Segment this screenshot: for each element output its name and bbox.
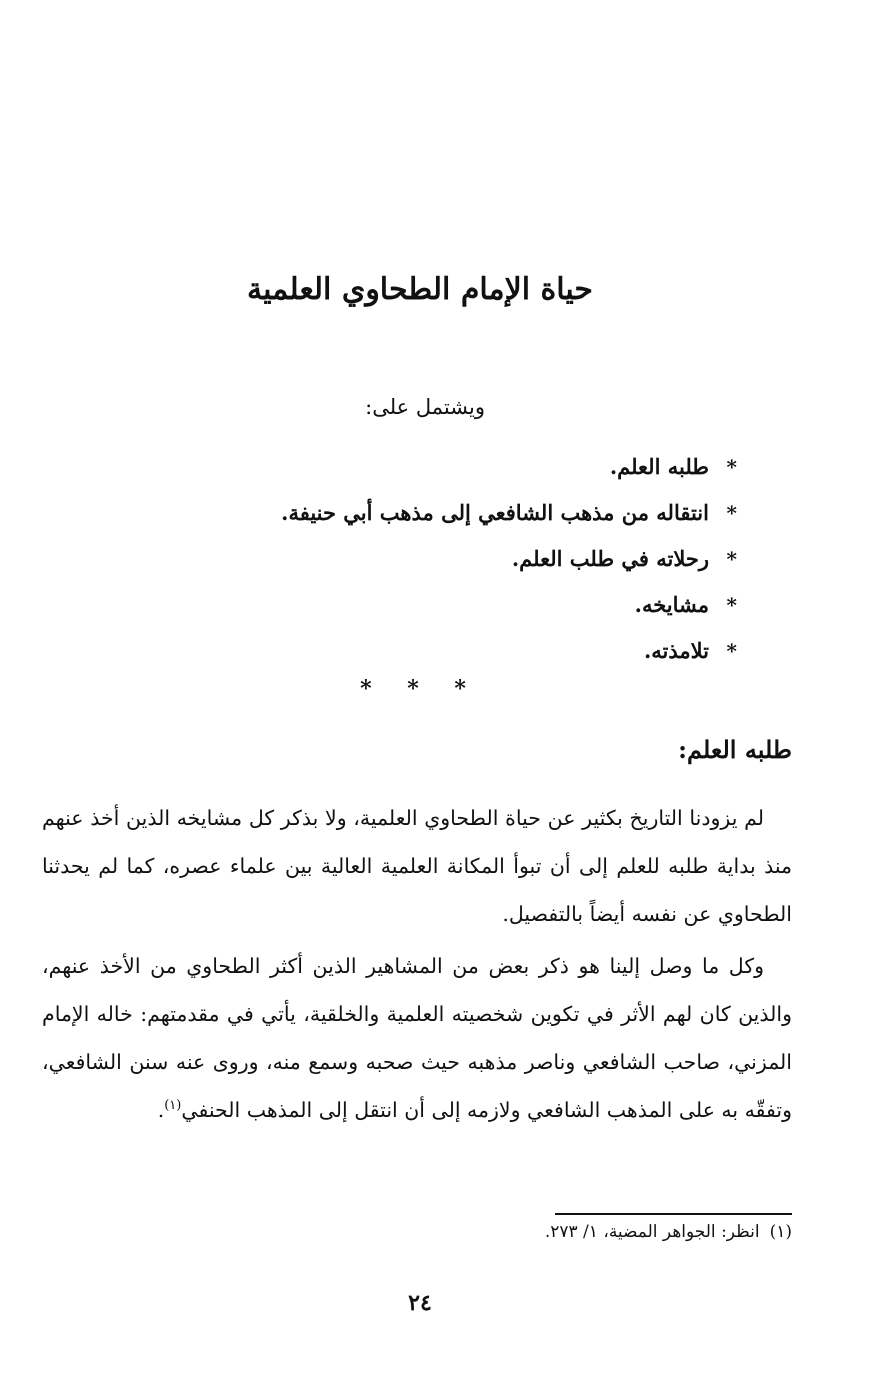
footnote-divider xyxy=(555,1213,792,1215)
contents-item-text: طلبه العلم. xyxy=(609,454,709,479)
contents-item-text: انتقاله من مذهب الشافعي إلى مذهب أبي حنيفة. xyxy=(281,500,709,525)
footnote xyxy=(545,1222,792,1242)
footnote-text: انظر: الجواهر المضية، ١/ ٢٧٣. xyxy=(544,1222,760,1242)
contents-list xyxy=(281,447,737,677)
paragraph-text: لم يزودنا التاريخ بكثير عن حياة الطحاوي العلمية، ولا بذكر كل مشايخه الذين أخذ عنهم منذ بداية طلبه للعلم إلى أن تبوأ المكانة العلمية العالية بين علماء عصره، كما لم يحدثنا الطحاوي عن نفسه أيضاً بالتفصيل. xyxy=(42,806,792,926)
section-separator: * * * xyxy=(360,676,480,702)
paragraph-text: وكل ما وصل إلينا هو ذكر بعض من المشاهير الذين أكثر الطحاوي من الأخذ عنهم، والذين كان لهم الأثر في تكوين شخصيته العلمية والخلقية، يأتي في مقدمتهم: خاله الإمام المزني، صاحب الشافعي وناصر مذهبه حيث صحبه وسمع منه، وروى عنه سنن الشافعي، وتفقّه به على المذهب الشافعي ولازمه إلى أن انتقل إلى المذهب الحنفي xyxy=(42,954,792,1122)
contents-item xyxy=(281,493,737,539)
contents-item-text: مشايخه. xyxy=(634,592,709,617)
asterisk-bullet-icon: * xyxy=(726,501,737,525)
asterisk-bullet-icon: * xyxy=(726,455,737,479)
asterisk-bullet-icon: * xyxy=(726,593,737,617)
footnote-reference: (١) xyxy=(164,1098,182,1114)
intro-line: ويشتمل على: xyxy=(365,395,485,419)
asterisk-bullet-icon: * xyxy=(726,547,737,571)
contents-item xyxy=(281,447,737,493)
body-paragraph xyxy=(42,942,792,1134)
page-number: ٢٤ xyxy=(408,1290,432,1316)
section-heading: طلبه العلم: xyxy=(678,735,792,764)
contents-item xyxy=(281,539,737,585)
chapter-title: حياة الإمام الطحاوي العلمية xyxy=(247,272,593,307)
contents-item-text: رحلاته في طلب العلم. xyxy=(511,546,709,571)
paragraph-end: . xyxy=(157,1098,165,1122)
body-paragraph xyxy=(42,794,792,938)
asterisk-bullet-icon: * xyxy=(726,639,737,663)
footnote-number: (١) xyxy=(769,1222,792,1242)
contents-item xyxy=(281,585,737,631)
contents-item-text: تلامذته. xyxy=(643,638,709,663)
contents-item xyxy=(281,631,737,677)
